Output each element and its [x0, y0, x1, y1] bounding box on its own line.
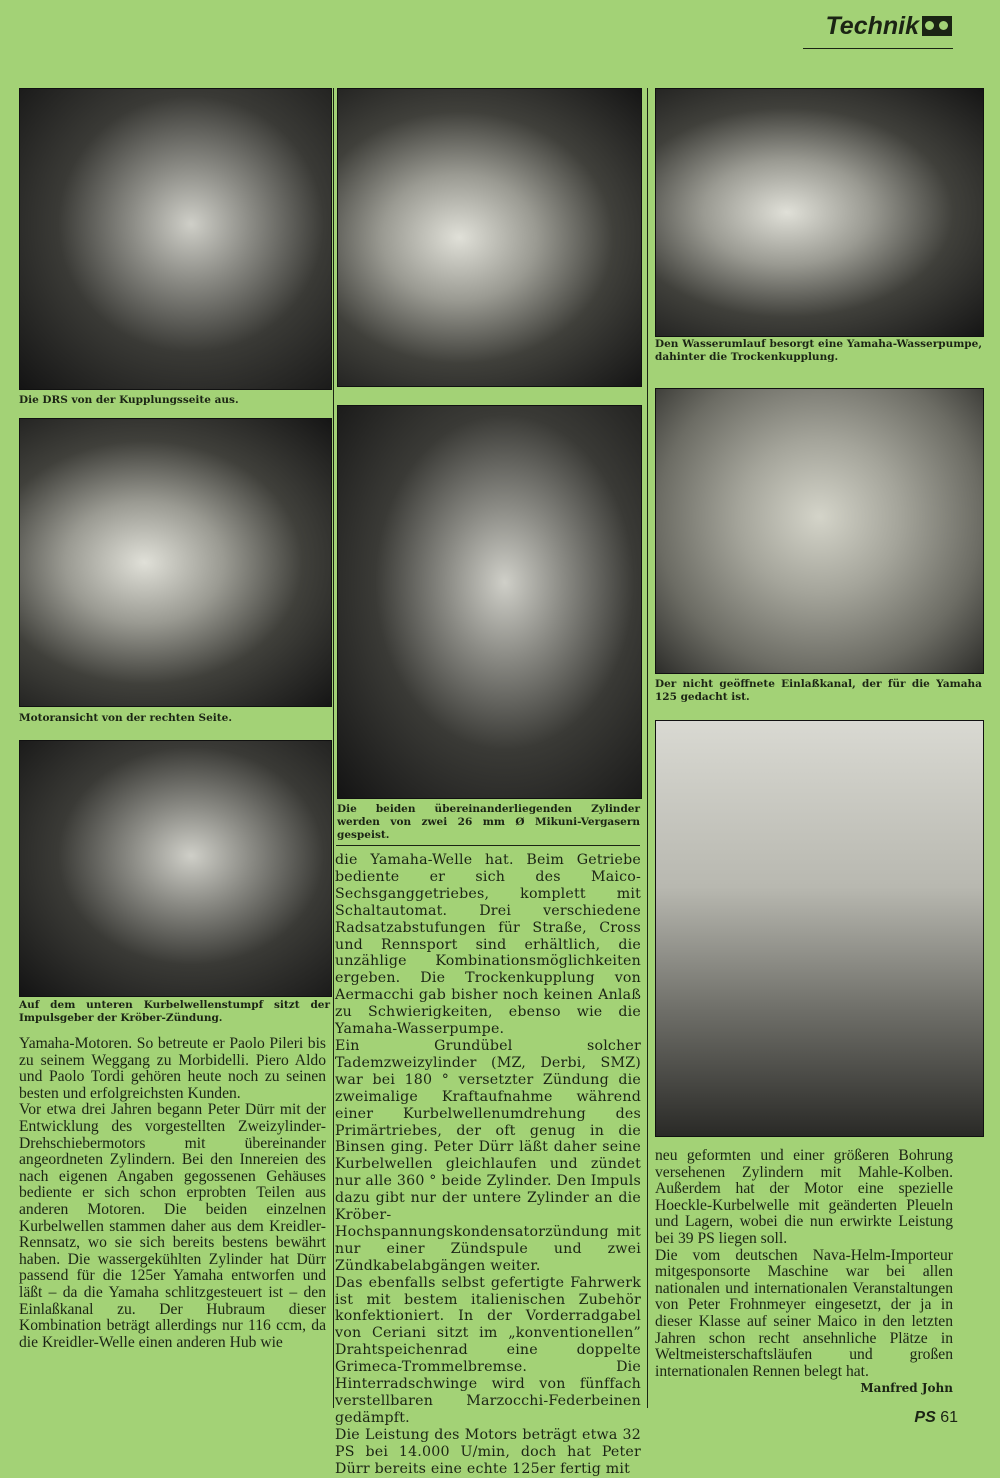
column-divider [647, 88, 648, 1408]
section-header [825, 12, 952, 41]
author-byline: Manfred John [860, 1381, 953, 1396]
paragraph: Yamaha-Motoren. So betreute er Paolo Pileri bis zu seinem Weggang zu Morbidelli. Piero Aldo und Paolo Tordi gehören heute noch zu seinen besten und erfolgreichsten Kunden. [19, 1035, 326, 1102]
magazine-logo: PS [914, 1409, 936, 1426]
photo-crankshaft-impulse [19, 740, 332, 997]
photo-inlet-cylinder [655, 388, 984, 674]
photo-rider-with-bike [655, 720, 984, 1137]
paragraph: Die Leistung des Motors beträgt etwa 32 PS bei 14.000 U/min, doch hat Peter Dürr bereits eine echte 125er fertig mit [335, 1426, 641, 1477]
photo-engine-right-side [19, 418, 332, 707]
column-divider [333, 88, 334, 1408]
paragraph [655, 1246, 953, 1396]
photo-drs-clutch-side [19, 88, 332, 390]
article-column-2 [335, 852, 641, 1478]
caption-water-pump: Den Wasserumlauf besorgt eine Yamaha-Wasserpumpe, dahinter die Trockenkupplung. [655, 338, 982, 363]
column-rule [336, 845, 640, 846]
caption-cylinders: Die beiden übereinanderliegenden Zylinder werden von zwei 26 mm Ø Mikuni-Vergasern gespeist. [337, 803, 640, 841]
photo-water-pump [655, 88, 984, 337]
paragraph-text: Die vom deutschen Nava-Helm-Importeur mitgesponsorte Maschine war bei allen nationalen und internationalen Veranstaltungen von Peter Frohnmeyer eingesetzt, der ja in dieser Klasse auf seiner Maico in den letzten Jahren schon recht ansehnliche Plätze in Weltmeisterschaftsläufen und großen internationalen Rennen belegt hat. [655, 1246, 953, 1380]
paragraph: Vor etwa drei Jahren begann Peter Dürr mit der Entwicklung des vorgestellten Zweizylinder-Drehschiebermotors mit übereinander angeordneten Zylindern. Bei den Innereien des nach eigenen Angaben gegossenen Gehäuses bediente er sich schon erprobten Teilen aus anderen Motoren. Die beiden einzelnen Kurbelwellen stammen daher aus dem Kreidler-Rennsatz, wo sie sich bereits bestens bewährt haben. Die wassergekühlten Zylinder hat Dürr passend für die 125er Yamaha entworfen und läßt – da die Yamaha schlitzgesteuert ist – den Einlaßkanal zu. Der Hubraum dieser Kombination beträgt allerdings nur 116 ccm, da die Kreidler-Welle einen anderen Hub wie [19, 1101, 326, 1351]
header-rule [803, 48, 953, 49]
photo-two-cylinders [337, 405, 642, 799]
section-title: Technik [825, 12, 919, 40]
photo-carburetor [337, 88, 642, 387]
caption-drs-side: Die DRS von der Kupplungsseite aus. [19, 394, 239, 406]
paragraph: die Yamaha-Welle hat. Beim Getriebe bediente er sich des Maico-Sechsganggetriebes, komplett mit Schaltautomat. Drei verschiedene Radsatzabstufungen für Straße, Cross und Rennsport sind erhältlich, die unzählige Kombinationsmöglichkeiten ergeben. Die Trockenkupplung von Aermacchi gab bisher noch keinen Anlaß zu Schwierigkeiten, ebenso wie die Yamaha-Wasserpumpe. [335, 852, 641, 1038]
article-column-1 [19, 1036, 326, 1351]
paragraph: Das ebenfalls selbst gefertigte Fahrwerk ist mit bestem italienischen Zubehör konfektioniert. In der Vorderradgabel von Ceriani sitzt im „konventionellen” Drahtspeichenrad eine doppelte Grimeca-Trommelbremse. Die Hinterradschwinge wird von fünffach verstellbaren Marzocchi-Federbeinen gedämpft. [335, 1274, 641, 1426]
page-number: 61 [940, 1409, 958, 1426]
caption-inlet: Der nicht geöffnete Einlaßkanal, der für die Yamaha 125 gedacht ist. [655, 678, 982, 703]
page-footer [914, 1409, 958, 1427]
article-column-3 [655, 1148, 953, 1397]
gears-icon [922, 16, 952, 36]
caption-impulse: Auf dem unteren Kurbelwellenstumpf sitzt der Impulsgeber der Kröber-Zündung. [19, 999, 330, 1024]
paragraph: neu geformten und einer größeren Bohrung versehenen Zylindern mit Mahle-Kolben. Außerdem hat der Motor eine spezielle Hoeckle-Kurbelwelle mit geänderten Pleueln und Lagern, wobei die nun erwirkte Leistung bei 39 PS liegen soll. [655, 1147, 953, 1247]
paragraph: Ein Grundübel solcher Tademzweizylinder (MZ, Derbi, SMZ) war bei 180 ° versetzter Zündung die zweimalige Kraftaufnahme während einer Kurbelwellenumdrehung des Primärtriebes, der oft genug in die Binsen ging. Peter Dürr läßt daher seine Kurbelwellen gleichlaufen und zündet nur alle 360 ° beide Zylinder. Den Impuls dazu gibt nur der untere Zylinder an die Kröber-Hochspannungskondensatorzündung mit nur einer Zündspule und zwei Zündkabelabgängen weiter. [335, 1037, 641, 1274]
caption-right-side: Motoransicht von der rechten Seite. [19, 712, 232, 724]
